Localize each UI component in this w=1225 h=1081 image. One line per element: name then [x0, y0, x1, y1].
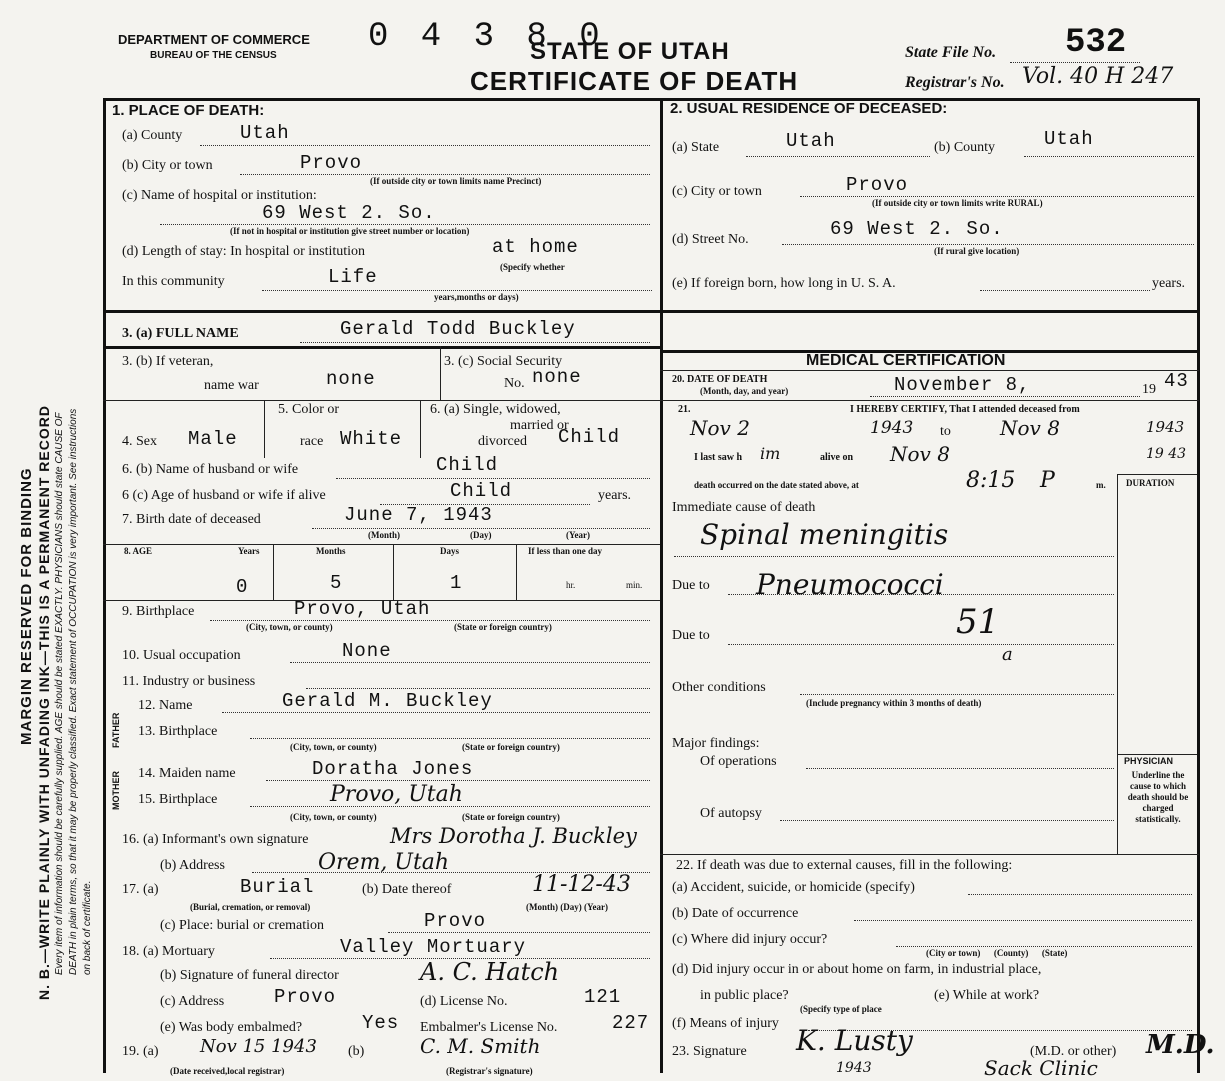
- father-name-line: [222, 712, 650, 713]
- marital-label-3: divorced: [478, 434, 527, 449]
- embalmed-label: (e) Was body embalmed?: [160, 1020, 303, 1035]
- age-years-label: Years: [238, 546, 260, 556]
- mother-birthplace-note-2: (State or foreign country): [462, 812, 560, 822]
- due-to-2-value: 51: [956, 602, 1000, 642]
- age-days-value: 1: [450, 572, 463, 594]
- frame-top: [103, 98, 1199, 101]
- res-state-line: [746, 156, 930, 157]
- pod-community-label: In this community: [122, 274, 225, 289]
- residence-heading: 2. USUAL RESIDENCE OF DECEASED:: [670, 100, 948, 117]
- certify-number: 21.: [678, 404, 691, 415]
- res-street-line: [782, 244, 1194, 245]
- divider-duration: [1117, 474, 1118, 854]
- disposal-date-value: 11-12-43: [532, 872, 631, 897]
- birth-line: [312, 528, 650, 529]
- res-county-value: Utah: [1044, 128, 1094, 150]
- accident-line: [968, 894, 1192, 895]
- received-label: 19. (a): [122, 1044, 159, 1059]
- due-to-1-label: Due to: [672, 578, 710, 593]
- findings-label: Major findings:: [672, 736, 760, 751]
- father-tag: FATHER: [111, 712, 121, 748]
- disposal-label: 17. (a): [122, 882, 159, 897]
- informant-signature: Mrs Dorotha J. Buckley: [390, 824, 637, 848]
- accident-label: (a) Accident, suicide, or homicide (specify): [672, 880, 915, 895]
- occurred-label: death occurred on the date stated above, at: [694, 480, 859, 490]
- immediate-cause-label: Immediate cause of death: [672, 500, 816, 515]
- birthplace-label: 9. Birthplace: [122, 604, 195, 619]
- received-note: (Date received,local registrar): [170, 1066, 285, 1076]
- father-birthplace-line: [250, 738, 650, 739]
- pod-community-note: years,months or days): [434, 292, 519, 302]
- age-min-label: min.: [626, 580, 643, 590]
- birthplace-note-2: (State or foreign country): [454, 622, 552, 632]
- attend-from-year: 1943: [870, 418, 914, 438]
- attend-to-label: to: [940, 424, 951, 439]
- home-label: (d) Did injury occur in or about home on farm, in industrial place,: [672, 962, 1042, 977]
- occurred-pm: P: [1040, 468, 1055, 493]
- immediate-cause-value: Spinal meningitis: [700, 518, 949, 551]
- mortuary-label: 18. (a) Mortuary: [122, 944, 215, 959]
- res-city-label: (c) City or town: [672, 184, 762, 199]
- alive-on-year: 19 43: [1146, 446, 1187, 462]
- duration-label: DURATION: [1126, 478, 1175, 488]
- divider-external: [660, 854, 1199, 855]
- occurred-m-label: m.: [1096, 480, 1106, 490]
- birthplace-value: Provo, Utah: [294, 598, 431, 620]
- pod-city-line: [240, 174, 650, 175]
- pod-stay-label: (d) Length of stay: In hospital or institution: [122, 244, 366, 259]
- marital-label: 6. (a) Single, widowed,: [430, 402, 561, 417]
- disposal-date-label: (b) Date thereof: [362, 882, 452, 897]
- disposal-method-note: (Burial, cremation, or removal): [190, 902, 311, 912]
- res-street-label: (d) Street No.: [672, 232, 749, 247]
- res-county-line: [1024, 156, 1194, 157]
- birthplace-note-1: (City, town, or county): [246, 622, 333, 632]
- divider-age-2: [393, 544, 394, 600]
- divider-row1: [103, 310, 1199, 313]
- autopsy-label: Of autopsy: [700, 806, 762, 821]
- age-years-value: 0: [236, 576, 249, 598]
- full-name-value: Gerald Todd Buckley: [340, 318, 576, 340]
- pod-stay-note: (Specify whether: [500, 262, 565, 272]
- due-to-2-extra: a: [1002, 644, 1013, 665]
- serial-number: 0 4 3 8 0: [368, 18, 606, 56]
- certificate-title: CERTIFICATE OF DEATH: [470, 66, 799, 96]
- external-causes-label: 22. If death was due to external causes, fill in the following:: [676, 858, 1013, 873]
- means-label: (f) Means of injury: [672, 1016, 779, 1031]
- divider-age-top: [103, 544, 660, 545]
- autopsy-line: [780, 820, 1114, 821]
- father-birthplace-note-2: (State or foreign country): [462, 742, 560, 752]
- registrar-number: Vol. 40 H 247: [1022, 64, 1174, 89]
- pod-hospital-line: [160, 224, 650, 225]
- birth-year-note: (Year): [566, 530, 590, 540]
- pod-community-value: Life: [328, 266, 378, 288]
- pod-city-value: Provo: [300, 152, 363, 174]
- age-label: 8. AGE: [124, 546, 153, 556]
- full-name-line: [300, 342, 650, 343]
- ssn-label: 3. (c) Social Security: [444, 354, 563, 369]
- res-city-note: (If outside city or town limits write RURAL): [872, 198, 1043, 208]
- divider-name: [103, 346, 660, 349]
- informant-sig-label: 16. (a) Informant's own signature: [122, 832, 309, 847]
- state-file-line: [1010, 62, 1140, 63]
- father-birthplace-note-1: (City, town, or county): [290, 742, 377, 752]
- disposal-method: Burial: [240, 876, 315, 898]
- mother-birthplace-value: Provo, Utah: [330, 782, 463, 807]
- age-lessday-label: If less than one day: [528, 546, 603, 556]
- director-signature: A. C. Hatch: [420, 958, 560, 986]
- disposal-place-value: Provo: [424, 910, 487, 932]
- birthplace-line: [210, 620, 650, 621]
- age-hr-label: hr.: [566, 580, 576, 590]
- res-street-note: (If rural give location): [934, 246, 1020, 256]
- director-label: (b) Signature of funeral director: [160, 968, 339, 983]
- divider-ssn: [440, 346, 441, 400]
- received-date: Nov 15 1943: [200, 1036, 317, 1057]
- physician-signature: K. Lusty: [796, 1024, 913, 1057]
- pod-county-line: [200, 145, 650, 146]
- last-saw-hand: im: [760, 444, 781, 463]
- informant-address-label: (b) Address: [160, 858, 225, 873]
- registrar-note: (Registrar's signature): [446, 1066, 533, 1076]
- maiden-line: [266, 780, 650, 781]
- mortuary-address-value: Provo: [274, 986, 337, 1008]
- frame-left: [103, 98, 106, 1073]
- spouse-age-label: 6 (c) Age of husband or wife if alive: [122, 488, 326, 503]
- spouse-label: 6. (b) Name of husband or wife: [122, 462, 299, 477]
- divider-veteran: [103, 400, 660, 401]
- pod-hospital-note: (If not in hospital or institution give street number or location): [230, 226, 470, 236]
- res-foreign-suffix: years.: [1152, 276, 1186, 291]
- pod-city-note: (If outside city or town limits name Precinct): [370, 176, 542, 186]
- margin-ink-notice: N. B.—WRITE PLAINLY WITH UNFADING INK—THIS IS A PERMANENT RECORD: [36, 405, 52, 1000]
- other-conditions-note: (Include pregnancy within 3 months of death): [806, 698, 982, 708]
- death-date-label: 20. DATE OF DEATH: [672, 374, 768, 385]
- birth-month-note: (Month): [368, 530, 400, 540]
- industry-line: [306, 688, 650, 689]
- embalmer-value: 227: [612, 1012, 650, 1034]
- marital-label-2: married or: [510, 418, 569, 433]
- margin-instructions-3: on back of certificate.: [82, 880, 93, 975]
- divider-date-of-death: [660, 400, 1199, 401]
- ssn-label-2: No.: [504, 376, 525, 391]
- registrar-signature: C. M. Smith: [420, 1034, 541, 1058]
- registrar-label: Registrar's No.: [905, 74, 1005, 91]
- other-conditions-line: [800, 694, 1114, 695]
- attend-to: Nov 8: [1000, 416, 1060, 440]
- occurred-time: 8:15: [966, 468, 1016, 493]
- certify-text: I HEREBY CERTIFY, That I attended deceased from: [850, 404, 1080, 415]
- where-label: (c) Where did injury occur?: [672, 932, 828, 947]
- death-date-note: (Month, day, and year): [700, 386, 789, 396]
- res-state-value: Utah: [786, 130, 836, 152]
- md-label: (M.D. or other): [1030, 1044, 1117, 1059]
- res-street-value: 69 West 2. So.: [830, 218, 1004, 240]
- veteran-label-2: name war: [204, 378, 259, 393]
- informant-address-value: Orem, Utah: [318, 850, 450, 875]
- signature-label: 23. Signature: [672, 1044, 747, 1059]
- age-days-label: Days: [440, 546, 460, 556]
- bureau-label: BUREAU OF THE CENSUS: [150, 50, 277, 61]
- signature-address: Sack Clinic: [984, 1056, 1098, 1080]
- pod-county-value: Utah: [240, 122, 290, 144]
- state-file-label: State File No.: [905, 44, 997, 61]
- md-value: M.D.: [1146, 1030, 1215, 1060]
- occurrence-label: (b) Date of occurrence: [672, 906, 799, 921]
- margin-instructions-1: Every item of information should be carefully supplied. AGE should be stated EXACTLY. PHYSICIANS should state CAUSE OF: [54, 412, 65, 975]
- due-to-2-label: Due to: [672, 628, 710, 643]
- divider-age-3: [516, 544, 517, 600]
- public-label: in public place?: [700, 988, 789, 1003]
- sex-label: 4. Sex: [122, 434, 157, 449]
- age-months-value: 5: [330, 572, 343, 594]
- ssn-value: none: [532, 366, 582, 388]
- mother-birthplace-label: 15. Birthplace: [138, 792, 218, 807]
- state-title: STATE OF UTAH: [530, 38, 730, 65]
- disposal-place-label: (c) Place: burial or cremation: [160, 918, 325, 933]
- birth-label: 7. Birth date of deceased: [122, 512, 261, 527]
- industry-label: 11. Industry or business: [122, 674, 256, 689]
- immediate-cause-line: [674, 556, 1114, 557]
- death-year-prefix: 19: [1142, 382, 1156, 397]
- registrar-sig-label: (b): [348, 1044, 365, 1059]
- frame-right: [1197, 98, 1200, 1073]
- occupation-label: 10. Usual occupation: [122, 648, 241, 663]
- spouse-line: [336, 478, 650, 479]
- department-label: DEPARTMENT OF COMMERCE: [118, 32, 310, 47]
- veteran-value: none: [326, 368, 376, 390]
- license-value: 121: [584, 986, 622, 1008]
- frame-middle: [660, 98, 663, 1073]
- birth-day-note: (Day): [470, 530, 492, 540]
- due-to-1-line: [728, 594, 1114, 595]
- pod-community-line: [262, 290, 652, 291]
- signature-year: 1943: [836, 1060, 872, 1076]
- margin-binding-notice: MARGIN RESERVED FOR BINDING: [18, 467, 35, 745]
- due-to-2-line: [728, 644, 1114, 645]
- father-name-label: 12. Name: [138, 698, 193, 713]
- attend-from: Nov 2: [690, 416, 750, 440]
- disposal-place-line: [388, 932, 650, 933]
- res-state-label: (a) State: [672, 140, 720, 155]
- embalmer-label: Embalmer's License No.: [420, 1020, 558, 1035]
- divider-race: [420, 400, 421, 458]
- mortuary-value: Valley Mortuary: [340, 936, 527, 958]
- spouse-age-value: Child: [450, 480, 513, 502]
- license-label: (d) License No.: [420, 994, 508, 1009]
- maiden-label: 14. Maiden name: [138, 766, 236, 781]
- mortuary-address-label: (c) Address: [160, 994, 225, 1009]
- work-label: (e) While at work?: [934, 988, 1040, 1003]
- death-year-value: 43: [1164, 370, 1189, 392]
- physician-tag: PHYSICIAN: [1124, 756, 1174, 766]
- divider-age-1: [273, 544, 274, 600]
- other-conditions-label: Other conditions: [672, 680, 766, 695]
- spouse-age-suffix: years.: [598, 488, 632, 503]
- res-county-label: (b) County: [934, 140, 996, 155]
- mother-birthplace-note-1: (City, town, or county): [290, 812, 377, 822]
- alive-on-value: Nov 8: [890, 442, 950, 466]
- divider-duration-top: [1117, 474, 1197, 475]
- occurrence-line: [854, 920, 1192, 921]
- last-saw-label: I last saw h: [694, 452, 743, 463]
- pod-city-label: (b) City or town: [122, 158, 213, 173]
- divider-physician-top: [1117, 754, 1197, 755]
- operations-label: Of operations: [700, 754, 777, 769]
- embalmed-value: Yes: [362, 1012, 400, 1034]
- where-note: (City or town) (County) (State): [926, 948, 1068, 958]
- alive-on-label: alive on: [820, 452, 854, 463]
- due-to-1-value: Pneumococci: [756, 568, 944, 601]
- occupation-value: None: [342, 640, 392, 662]
- sex-value: Male: [188, 428, 238, 450]
- father-birthplace-label: 13. Birthplace: [138, 724, 218, 739]
- marital-value: Child: [558, 426, 621, 448]
- pod-stay-value: at home: [492, 236, 579, 258]
- color-label: 5. Color or: [278, 402, 340, 417]
- maiden-value: Doratha Jones: [312, 758, 474, 780]
- death-date-value: November 8,: [894, 374, 1031, 396]
- physician-note: Underline the cause to which death should be charged statistically.: [1127, 770, 1189, 824]
- res-foreign-line: [980, 290, 1150, 291]
- res-city-line: [800, 196, 1194, 197]
- mother-tag: MOTHER: [111, 771, 121, 810]
- race-label: race: [300, 434, 324, 449]
- father-name-value: Gerald M. Buckley: [282, 690, 493, 712]
- operations-line: [806, 768, 1114, 769]
- pod-hospital-value: 69 West 2. So.: [262, 202, 436, 224]
- margin-instructions-2: DEATH in plain terms, so that it may be properly classified. Exact statement of OCCUPATION is very important. See instructions: [68, 408, 79, 975]
- place-of-death-heading: 1. PLACE OF DEATH:: [112, 102, 265, 119]
- occupation-line: [290, 662, 650, 663]
- res-foreign-label: (e) If foreign born, how long in U. S. A.: [672, 276, 896, 291]
- full-name-label: 3. (a) FULL NAME: [122, 326, 239, 341]
- spouse-value: Child: [436, 454, 499, 476]
- divider-sex: [264, 400, 265, 458]
- pod-hospital-label: (c) Name of hospital or institution:: [122, 188, 317, 203]
- res-city-value: Provo: [846, 174, 909, 196]
- race-value: White: [340, 428, 403, 450]
- state-file-number: 532: [1065, 24, 1127, 62]
- veteran-label: 3. (b) If veteran,: [122, 354, 214, 369]
- disposal-date-note: (Month) (Day) (Year): [526, 902, 608, 912]
- attend-to-year: 1943: [1146, 418, 1185, 436]
- medical-heading: MEDICAL CERTIFICATION: [806, 352, 1006, 369]
- age-months-label: Months: [316, 546, 346, 556]
- death-date-line: [870, 396, 1140, 397]
- birth-value: June 7, 1943: [344, 504, 493, 526]
- public-note: (Specify type of place: [800, 1004, 882, 1014]
- medical-heading-rule: [660, 370, 1199, 371]
- where-line: [896, 946, 1192, 947]
- pod-county-label: (a) County: [122, 128, 183, 143]
